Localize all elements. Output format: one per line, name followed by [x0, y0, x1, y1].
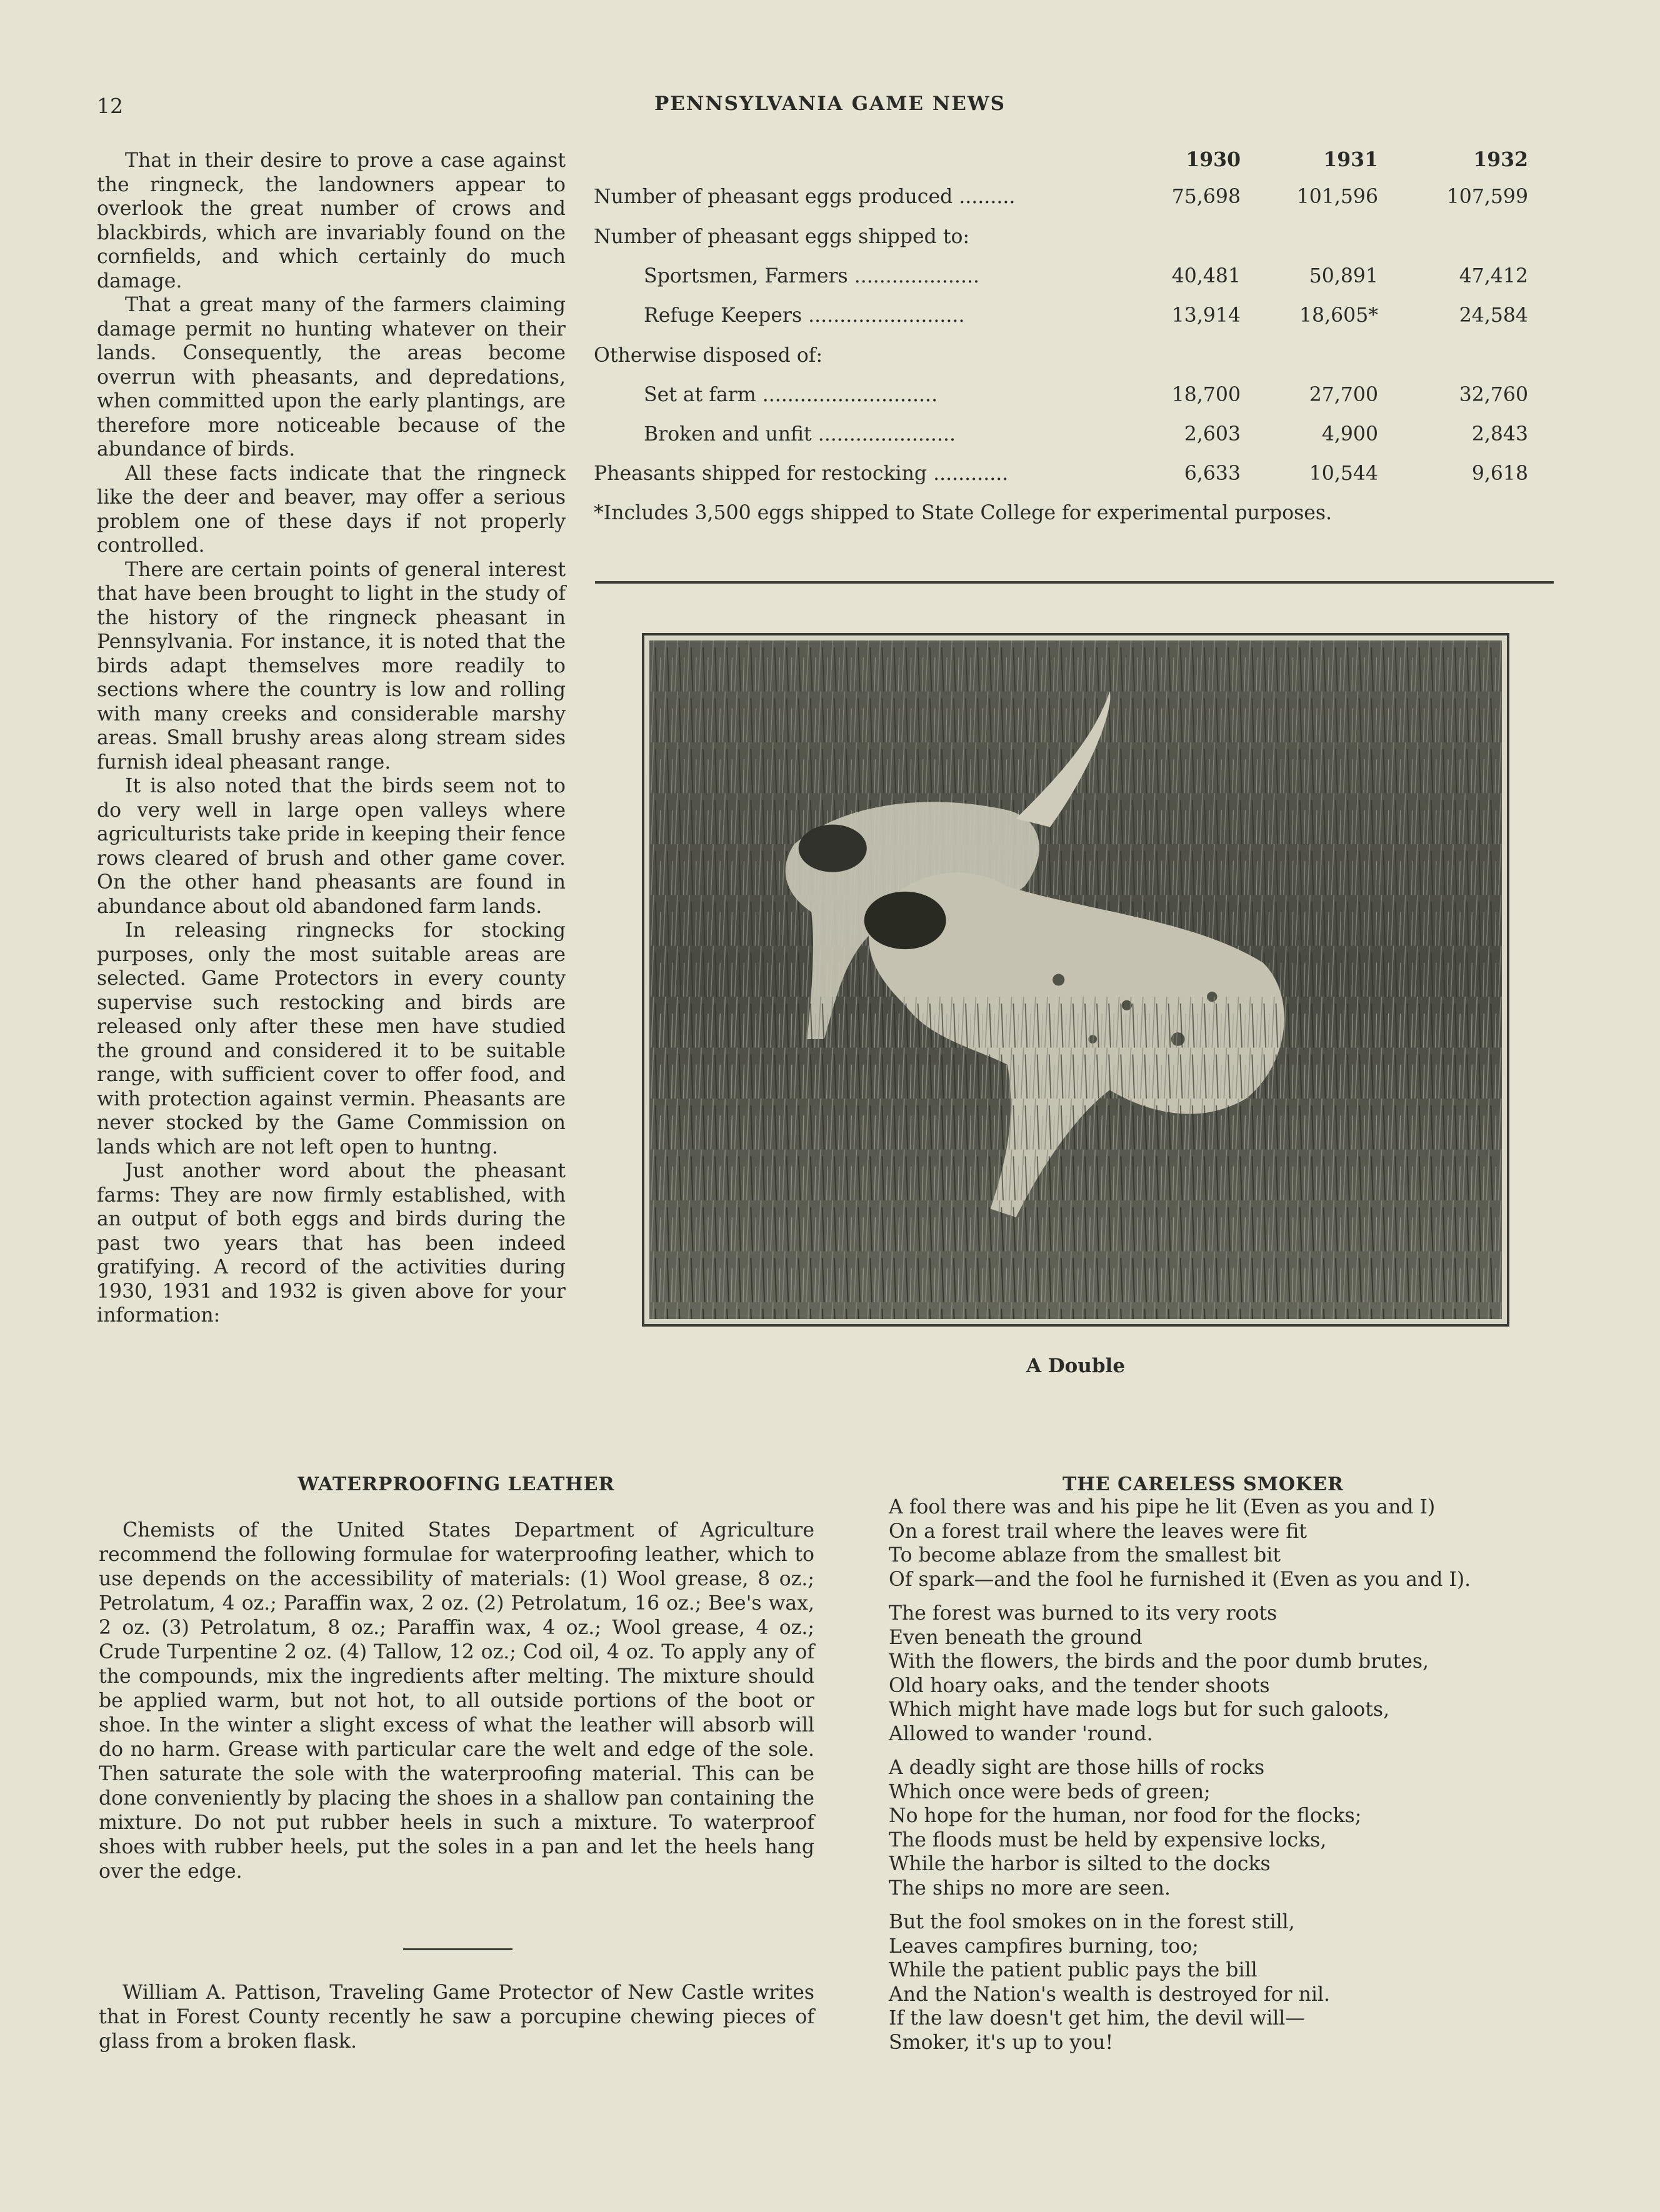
- year-header: 1931: [1323, 148, 1378, 171]
- row-label: Broken and unfit ......................: [644, 423, 956, 446]
- row-label: Pheasants shipped for restocking ............: [594, 462, 1009, 485]
- table-row: [594, 304, 1562, 332]
- value-1932: 32,760: [1459, 384, 1528, 406]
- table-row: [594, 265, 1562, 293]
- table-row: [594, 344, 1562, 372]
- row-label: Sportsmen, Farmers ....................: [644, 265, 979, 287]
- table-row: [594, 462, 1562, 491]
- poem-line: A fool there was and his pipe he lit (Even as you and I): [889, 1496, 1436, 1518]
- table-footnote: *Includes 3,500 eggs shipped to State College for experimental purposes.: [594, 502, 1332, 524]
- poem-line: With the flowers, the birds and the poor dumb brutes,: [889, 1650, 1429, 1673]
- table-row: [594, 384, 1562, 412]
- poem-line: The forest was burned to its very roots: [889, 1602, 1278, 1625]
- poem: [889, 1495, 1576, 2065]
- article-paragraph: That in their desire to prove a case against the ringneck, the landowners appear to overlook the great number of crows and blackbirds, which are invariably found on the cornfields, and which certainly do much damage.: [97, 149, 566, 292]
- poem-line: On a forest trail where the leaves were fit: [889, 1520, 1308, 1543]
- poem-line: A deadly sight are those hills of rocks: [889, 1756, 1265, 1779]
- value-1932: 24,584: [1459, 304, 1528, 327]
- year-header: 1930: [1186, 148, 1241, 171]
- article-continuation: [97, 149, 566, 1328]
- poem-line: While the patient public pays the bill: [889, 1959, 1258, 1981]
- article-paragraph: There are certain points of general interest that have been brought to light in the study of the history of the ringneck pheasant in Pennsylvania. For instance, it is noted that the birds adapt themselves more readily to sections where the country is low and rolling with many creeks and considerable marshy areas. Small brushy areas along stream sides furnish ideal pheasant range.: [97, 558, 566, 774]
- value-1931: 18,605*: [1299, 304, 1378, 327]
- poem-line: If the law doesn't get him, the devil will—: [889, 2007, 1305, 2030]
- poem-stanza: [889, 1495, 1576, 1592]
- poem-line: But the fool smokes on in the forest still,: [889, 1911, 1295, 1933]
- poem-line: To become ablaze from the smallest bit: [889, 1544, 1281, 1567]
- waterproofing-title: WATERPROOFING LEATHER: [298, 1473, 615, 1495]
- poem-line: Smoker, it's up to you!: [889, 2031, 1114, 2054]
- value-1930: 6,633: [1184, 462, 1241, 485]
- poem-line: No hope for the human, nor food for the flocks;: [889, 1805, 1362, 1827]
- row-label: Refuge Keepers .........................: [644, 304, 965, 327]
- value-1931: 50,891: [1309, 265, 1378, 287]
- year-header: 1932: [1473, 148, 1528, 171]
- poem-line: Allowed to wander 'round.: [889, 1722, 1153, 1745]
- waterproofing-body: Chemists of the United States Department of Agriculture recommend the following formulae for waterproofing leather, which to use depends on the accessibility of materials: (1) Wool grease, 8 oz.; Petrolatum, 4 oz.; Paraffin wax, 2 oz. (2) Petrolatum, 16 oz.; Bee's wax, 2 oz. (3) Petrolatum, 8 oz.; Paraffin wax, 4 oz.; Wool grease, 4 oz.; Crude Turpentine 2 oz. (4) Tallow, 12 oz.; Cod oil, 4 oz. To apply any of the compounds, mix the ingredients after melting. The mixture should be applied warm, but not hot, to all outside portions of the boot or shoe. In the winter a slight excess of what the leather will absorb will do no harm. Grease with particular care the welt and edge of the sole. Then saturate the sole with the waterproofing material. This can be done conveniently by placing the shoes in a shallow pan containing the mixture. Do not put rubber heels in such a mixture. To waterproof shoes with rubber heels, put the soles in a pan and let the heels hang over the edge.: [99, 1519, 814, 1883]
- poem-line: And the Nation's wealth is destroyed for nil.: [889, 1983, 1331, 2006]
- article-paragraph: All these facts indicate that the ringneck like the deer and beaver, may offer a serious problem one of these days if not properly controlled.: [97, 462, 566, 557]
- publication-title: PENNSYLVANIA GAME NEWS: [654, 92, 1006, 115]
- value-1930: 18,700: [1171, 384, 1241, 406]
- poem-stanza: [889, 1602, 1576, 1746]
- article-paragraph: Just another word about the pheasant farms: They are now firmly established, with an output of both eggs and birds during the past two years that has been indeed gratifying. A record of the activities during 1930, 1931 and 1932 is given above for your information:: [97, 1160, 566, 1327]
- article-paragraph: It is also noted that the birds seem not to do very well in large open valleys where agriculturists take pride in keeping their fence rows cleared of brush and other game cover. On the other hand pheasants are found in abundance about old abandoned farm lands.: [97, 775, 566, 918]
- value-1930: 40,481: [1171, 265, 1241, 287]
- poem-line: Of spark—and the fool he furnished it (Even as you and I).: [889, 1568, 1471, 1591]
- poem-title: THE CARELESS SMOKER: [1062, 1473, 1344, 1495]
- value-1931: 27,700: [1309, 384, 1378, 406]
- pattison-note: William A. Pattison, Traveling Game Protector of New Castle writes that in Forest County recently he saw a porcupine chewing pieces of glass from a broken flask.: [99, 1981, 814, 2053]
- hunting-dogs-photo: [649, 640, 1502, 1319]
- value-1931: 10,544: [1309, 462, 1378, 485]
- poem-line: Which might have made logs but for such galoots,: [889, 1698, 1390, 1721]
- row-label: Number of pheasant eggs produced .........: [594, 186, 1016, 208]
- row-label: Number of pheasant eggs shipped to:: [594, 226, 970, 248]
- value-1930: 13,914: [1171, 304, 1241, 327]
- page-number: 12: [97, 94, 123, 118]
- poem-line: While the harbor is silted to the docks: [889, 1853, 1271, 1875]
- article-paragraph: In releasing ringnecks for stocking purposes, only the most suitable areas are selected. Game Protectors in every county supervise such restocking and birds are released only after these men have studied the ground and considered it to be suitable range, with sufficient cover to offer food, and with protection against vermin. Pheasants are never stocked by the Game Commission on lands which are not left open to huntng.: [97, 919, 566, 1158]
- article-paragraph: That a great many of the farmers claiming damage permit no hunting whatever on their lands. Consequently, the areas become overrun with pheasants, and depredations, when committed upon the early plantings, are therefore more noticeable because of the abundance of birds.: [97, 294, 566, 461]
- value-1931: 4,900: [1321, 423, 1378, 446]
- row-label: Set at farm ............................: [644, 384, 938, 406]
- value-1932: 107,599: [1446, 186, 1528, 208]
- photo-frame: [642, 633, 1509, 1327]
- poem-stanza: [889, 1910, 1576, 2055]
- table-row: [594, 226, 1562, 254]
- value-1930: 2,603: [1184, 423, 1241, 446]
- poem-line: The ships no more are seen.: [889, 1876, 1171, 1900]
- poem-line: Which once were beds of green;: [889, 1780, 1211, 1803]
- table-row: [594, 186, 1562, 214]
- value-1932: 47,412: [1459, 265, 1528, 287]
- row-label: Otherwise disposed of:: [594, 344, 823, 367]
- value-1932: 2,843: [1471, 423, 1528, 446]
- poem-line: The floods must be held by expensive locks,: [889, 1828, 1327, 1851]
- poem-stanza: [889, 1756, 1576, 1900]
- table-row: [594, 423, 1562, 451]
- photo-caption: A Double: [1026, 1355, 1126, 1377]
- value-1932: 9,618: [1471, 462, 1528, 485]
- value-1931: 101,596: [1296, 186, 1378, 208]
- section-divider: [595, 581, 1554, 584]
- poem-line: Even beneath the ground: [889, 1626, 1142, 1649]
- poem-line: Old hoary oaks, and the tender shoots: [889, 1674, 1270, 1697]
- poem-line: Leaves campfires burning, too;: [889, 1935, 1199, 1958]
- value-1930: 75,698: [1171, 186, 1241, 208]
- short-divider: [403, 1948, 512, 1950]
